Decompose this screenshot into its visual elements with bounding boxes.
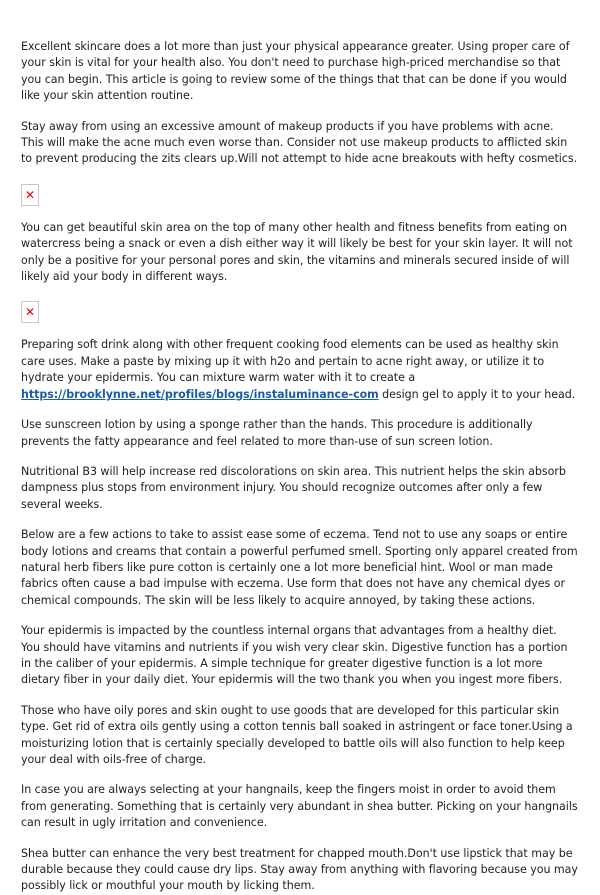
paragraph-intro: Excellent skincare does a lot more than just your physical appearance greater. Using proper care of your skin is vital for your health also. You don't need to purchase high-priced merchandise so that you can begin. This article is going to review some of the things that that can be done if you would like your skin attention routine. bbox=[21, 40, 570, 103]
image-container bbox=[21, 182, 579, 220]
paragraph-diet: Your epidermis is impacted by the countless internal organs that advantages from a healthy diet. You should have vitamins and nutrients if you wish very clear skin. Digestive function has a portion in the caliber of your epidermis. A simple technique for greater digestive function is a lot more dietary fiber in your daily diet. Your epidermis will the two thank you when you ingest more fibers. bbox=[21, 624, 568, 687]
paragraph-sunscreen: Use sunscreen lotion by using a sponge rather than the hands. This procedure is additionally prevents the fatty appearance and feel related to more than-use of sun screen lotion. bbox=[21, 418, 533, 448]
paragraph-eczema: Below are a few actions to take to assist ease some of eczema. Tend not to use any soaps or entire body lotions and creams that contain a powerful perfumed smell. Sporting only apparel created from natural herb fibers like pure cotton is certainly one a lot more beneficial hint. Wool or man made fabrics often cause a bad impulse with eczema. Use form that does not have any chemical dyes or chemical compounds. The skin will be less likely to acquire annoyed, by taking these actions. bbox=[21, 528, 578, 607]
paragraph-b3: Nutritional B3 will help increase red discolorations on skin area. This nutrient helps the skin absorb dampness plus stops from environment injury. You should recognize outcomes after only a few several weeks. bbox=[21, 464, 566, 511]
broken-image-icon: ✕ bbox=[21, 301, 39, 323]
paragraph-text: Preparing soft drink along with other frequent cooking food elements can be used as healthy skin care uses. Make a paste by mixing up it with h2o and pertain to acne right away, or utilize it to hydrate your epidermis. You can mixture warm water with it to create a bbox=[21, 338, 559, 385]
broken-image-icon: ✕ bbox=[21, 184, 39, 206]
paragraph-watercress: You can get beautiful skin area on the top of many other health and fitness benefits from eating on watercress being a snack or even a dish either way it will likely be best for your skin layer. It will not only be a positive for your personal pores and skin, the vitamins and minerals secured inside of will likely aid your body in different ways. bbox=[21, 220, 573, 284]
paragraph-makeup: Stay away from using an excessive amount of makeup products if you have problems with acne. This will make the acne much even worse than. Consider not use makeup products to afflicted skin to prevent producing the zits clears up.Will not attempt to hide acne breakouts with hefty cosmetics. bbox=[21, 119, 578, 166]
paragraph-oily-skin: Those who have oily pores and skin ought to use goods that are developed for this particular skin type. Get rid of extra oils gently using a cotton tennis ball soaked in astringent or face toner.Using a moisturizing lotion that is certainly specially developed to battle oils will also function to help keep your deal with oils-free of charge. bbox=[21, 703, 573, 766]
paragraph-text: design gel to apply it to your head. bbox=[378, 387, 576, 401]
image-container bbox=[21, 299, 579, 337]
article-link[interactable]: https://brooklynne.net/profiles/blogs/instaluminance-com bbox=[21, 387, 379, 401]
paragraph-shea-butter: Shea butter can enhance the very best treatment for chapped mouth.Don't use lipstick that may be durable because they could cause dry lips. Stay away from anything with flavoring because you may possibly lick or mouthful your mouth by licking them. bbox=[21, 846, 578, 893]
paragraph-hangnails: In case you are always selecting at your hangnails, keep the fingers moist in order to avoid them from generating. Something that is certainly very abundant in shea butter. Picking on your hangnails can result in ugly irritation and convenience. bbox=[21, 783, 578, 830]
paragraph-baking-soda bbox=[21, 337, 579, 403]
